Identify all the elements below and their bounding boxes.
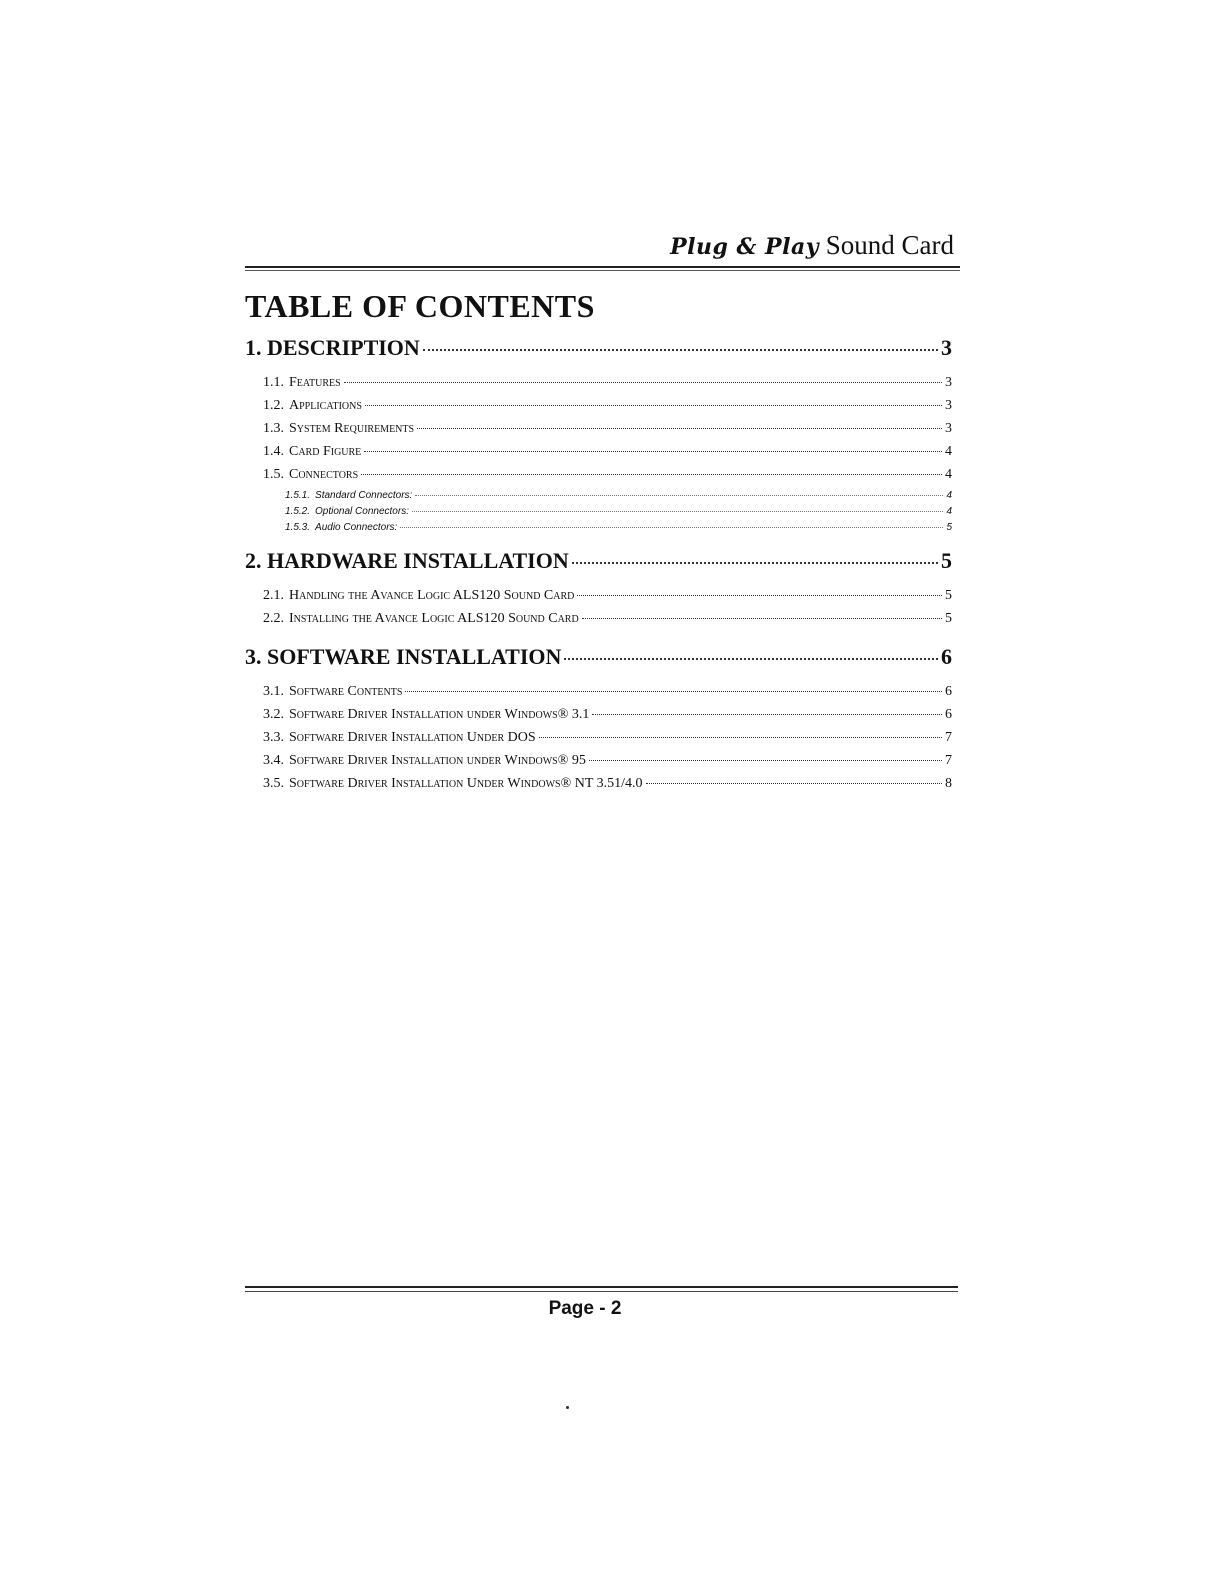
- toc-entry-level2[interactable]: [245, 753, 952, 776]
- entry-page: 3: [945, 375, 952, 390]
- toc-section-description: [245, 335, 952, 538]
- entry-page: 5: [945, 611, 952, 626]
- dot-leader: [405, 691, 942, 692]
- dot-leader: [417, 428, 942, 429]
- toc-entry-level2[interactable]: [245, 684, 952, 707]
- toc-entry-level2[interactable]: [245, 611, 952, 634]
- toc-entry-level2[interactable]: [245, 730, 952, 753]
- page-number: Page - 2: [548, 1298, 622, 1319]
- footer-rule: [245, 1286, 958, 1288]
- toc-entry-level2[interactable]: [245, 398, 952, 421]
- entry-label: Handling the Avance Logic ALS120 Sound Card: [289, 588, 575, 603]
- entry-label: SOFTWARE INSTALLATION: [267, 644, 562, 669]
- entry-page: 5: [946, 522, 952, 533]
- entry-number: 2.: [245, 548, 262, 573]
- header-script-text: Plug & Play: [670, 234, 819, 260]
- dot-leader: [577, 595, 942, 596]
- entry-page: 4: [945, 444, 952, 459]
- entry-number: 1.2.: [263, 398, 284, 413]
- header-rule-thin: [245, 270, 960, 271]
- entry-number: 3.2.: [263, 707, 284, 722]
- dot-leader: [592, 714, 942, 715]
- toc-entry-level2[interactable]: [245, 444, 952, 467]
- entry-label: System Requirements: [289, 421, 415, 436]
- toc-entry-level3[interactable]: [245, 506, 952, 522]
- entry-number: 1.5.3.: [285, 522, 311, 533]
- entry-number: 3.5.: [263, 776, 284, 791]
- dot-leader: [365, 405, 942, 406]
- entry-number: 3.4.: [263, 753, 284, 768]
- toc-section-software-installation: [245, 644, 952, 799]
- entry-number: 3.: [245, 644, 262, 669]
- toc-entry-level1[interactable]: [245, 548, 952, 580]
- entry-page: 6: [945, 707, 952, 722]
- entry-label: Connectors: [289, 467, 359, 482]
- toc-entry-level1[interactable]: [245, 644, 952, 676]
- entry-label: DESCRIPTION: [267, 335, 420, 360]
- toc-entry-level3[interactable]: [245, 522, 952, 538]
- entry-page: 4: [946, 506, 952, 517]
- dot-leader: [646, 783, 942, 784]
- entry-page: 4: [945, 467, 952, 482]
- dot-leader: [412, 511, 943, 512]
- entry-label: HARDWARE INSTALLATION: [267, 548, 569, 573]
- dot-leader: [400, 527, 943, 528]
- dot-leader: [423, 349, 938, 351]
- entry-label: Software Driver Installation Under DOS: [289, 730, 536, 745]
- entry-label: Standard Connectors:: [315, 490, 413, 501]
- toc-entry-level2[interactable]: [245, 375, 952, 398]
- header-text: Sound Card: [825, 230, 954, 260]
- entry-page: 5: [945, 588, 952, 603]
- toc-entry-level2[interactable]: [245, 707, 952, 730]
- toc-entry-level2[interactable]: [245, 421, 952, 444]
- entry-label: Software Driver Installation under Windows® 3.1: [289, 707, 590, 722]
- entry-label: Installing the Avance Logic ALS120 Sound Card: [289, 611, 579, 626]
- entry-page: 6: [941, 644, 952, 669]
- running-header: [670, 230, 954, 261]
- entry-number: 1.3.: [263, 421, 284, 436]
- entry-number: 1.5.1.: [285, 490, 311, 501]
- dot-leader: [361, 474, 942, 475]
- footer-rule-thin: [245, 1291, 958, 1292]
- dot-leader: [539, 737, 942, 738]
- entry-page: 5: [941, 548, 952, 573]
- entry-number: 1.: [245, 335, 262, 360]
- toc-entry-level2[interactable]: [245, 776, 952, 799]
- entry-page: 7: [945, 730, 952, 745]
- dot-leader: [344, 382, 942, 383]
- entry-number: 3.1.: [263, 684, 284, 699]
- toc-entry-level2[interactable]: [245, 467, 952, 490]
- entry-page: 6: [945, 684, 952, 699]
- dot-leader: [364, 451, 942, 452]
- toc-entry-level1[interactable]: [245, 335, 952, 367]
- entry-page: 3: [945, 398, 952, 413]
- entry-number: 2.2.: [263, 611, 284, 626]
- entry-number: 1.5.: [263, 467, 284, 482]
- entry-page: 4: [946, 490, 952, 501]
- entry-label: Software Driver Installation under Windows® 95: [289, 753, 586, 768]
- entry-label: Applications: [289, 398, 362, 413]
- entry-label: Audio Connectors:: [315, 522, 398, 533]
- entry-label: Features: [289, 375, 341, 390]
- entry-number: 1.5.2.: [285, 506, 311, 517]
- entry-page: 3: [941, 335, 952, 360]
- scan-speck: [566, 1406, 569, 1409]
- table-of-contents: [245, 288, 952, 809]
- entry-number: 3.3.: [263, 730, 284, 745]
- dot-leader: [564, 658, 938, 660]
- entry-number: 2.1.: [263, 588, 284, 603]
- toc-title: TABLE OF CONTENTS: [245, 288, 595, 324]
- dot-leader: [589, 760, 942, 761]
- toc-entry-level3[interactable]: [245, 490, 952, 506]
- dot-leader: [582, 618, 942, 619]
- header-rule: [245, 266, 960, 268]
- entry-label: Software Driver Installation Under Windows® NT 3.51/4.0: [289, 776, 643, 791]
- entry-page: 3: [945, 421, 952, 436]
- toc-section-hardware-installation: [245, 548, 952, 634]
- entry-label: Card Figure: [289, 444, 362, 459]
- dot-leader: [415, 495, 943, 496]
- entry-label: Software Contents: [289, 684, 403, 699]
- entry-number: 1.1.: [263, 375, 284, 390]
- dot-leader: [572, 562, 938, 564]
- entry-page: 8: [945, 776, 952, 791]
- entry-label: Optional Connectors:: [315, 506, 409, 517]
- entry-page: 7: [945, 753, 952, 768]
- entry-number: 1.4.: [263, 444, 284, 459]
- toc-entry-level2[interactable]: [245, 588, 952, 611]
